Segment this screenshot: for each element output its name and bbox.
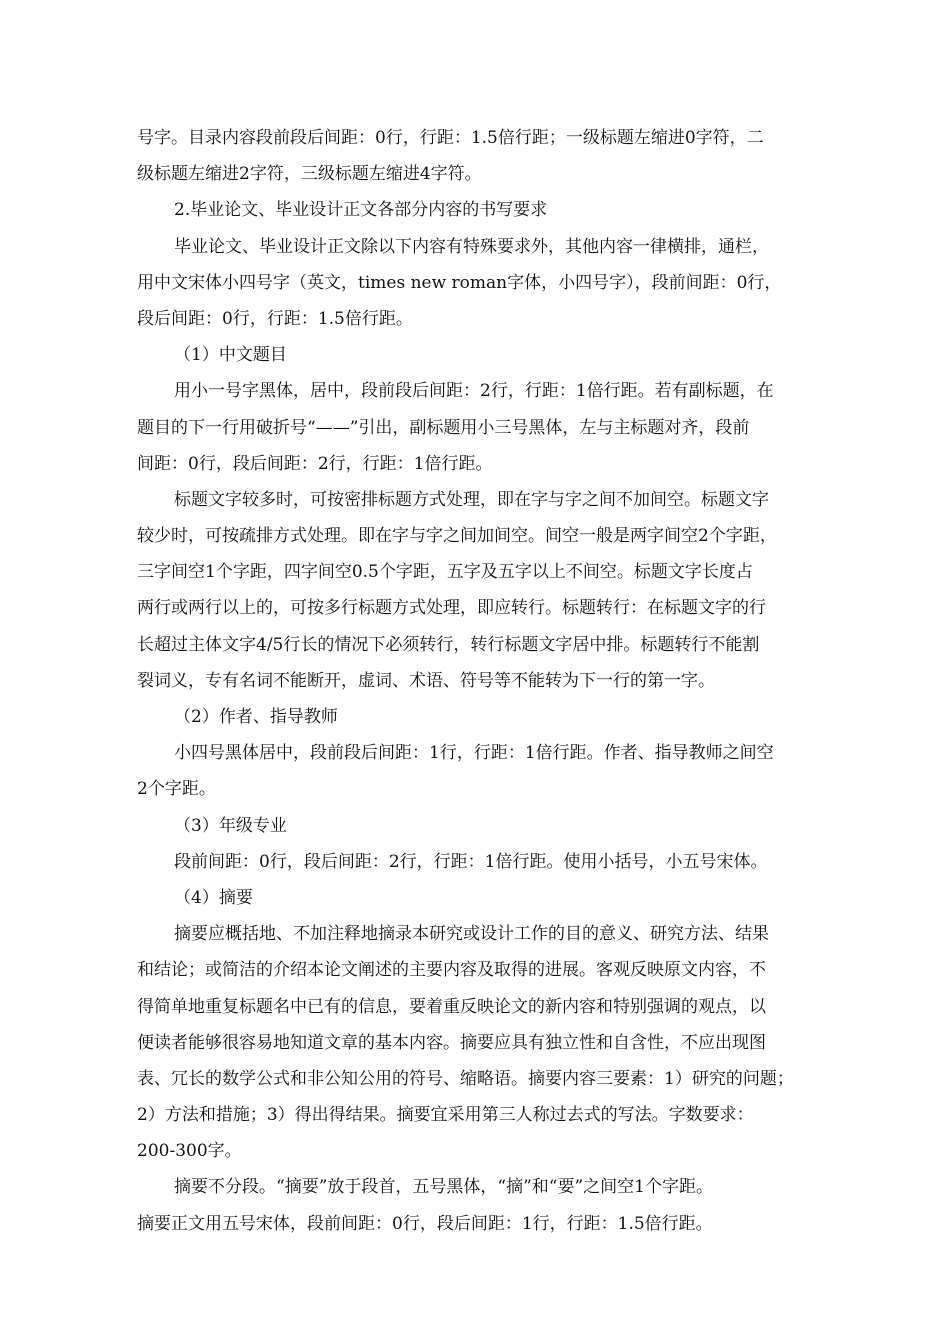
text-line: 两行或两行以上的，可按多行标题方式处理，即应转行。标题转行：在标题文字的行: [137, 598, 766, 619]
text-line: 200-300字。: [137, 1141, 242, 1162]
text-line: 得简单地重复标题名中已有的信息，要着重反映论文的新内容和特别强调的观点，以: [137, 996, 766, 1017]
text-line: 便读者能够很容易地知道文章的基本内容。摘要应具有独立性和自含性，不应出现图: [137, 1032, 766, 1053]
text-line: （3）年级专业: [174, 815, 287, 836]
text-line: 用小一号字黑体，居中，段前段后间距：2行，行距：1倍行距。若有副标题，在: [174, 381, 774, 402]
document-body: [137, 120, 857, 1242]
text-line: 裂词义，专有名词不能断开，虚词、术语、符号等不能转为下一行的第一字。: [137, 670, 715, 691]
text-line: 较少时，可按疏排方式处理。即在字与字之间加间空。间空一般是两字间空2个字距，: [137, 526, 777, 547]
text-line: 三字间空1个字距，四字间空0.5个字距，五字及五字以上不间空。标题文字长度占: [137, 562, 753, 583]
text-line: 长超过主体文字4/5行长的情况下必须转行，转行标题文字居中排。标题转行不能割: [137, 634, 760, 655]
text-line: 毕业论文、毕业设计正文除以下内容有特殊要求外，其他内容一律横排，通栏，: [174, 236, 769, 257]
text-line: 和结论；或简洁的介绍本论文阐述的主要内容及取得的进展。客观反映原文内容，不: [137, 960, 766, 981]
text-line: 号字。目录内容段前段后间距：0行，行距：1.5倍行距；一级标题左缩进0字符，二: [137, 128, 764, 148]
text-line: 标题文字较多时，可按密排标题方式处理，即在字与字之间不加间空。标题文字: [174, 489, 769, 510]
text-line: 用中文宋体小四号字（英文，times new roman字体，小四号字），段前间距：0行，: [137, 272, 782, 293]
text-line: 摘要应概括地、不加注释地摘录本研究或设计工作的目的意义、研究方法、结果: [174, 924, 769, 945]
text-line: （4）摘要: [174, 887, 253, 908]
text-line: 摘要不分段。“摘要”放于段首，五号黑体，“摘”和“要”之间空1个字距。: [174, 1177, 713, 1198]
text-line: 小四号黑体居中，段前段后间距：1行，行距：1倍行距。作者、指导教师之间空: [174, 743, 774, 764]
text-line: （1）中文题目: [174, 345, 287, 366]
text-line: 题目的下一行用破折号“——”引出，副标题用小三号黑体，左与主标题对齐，段前: [137, 417, 750, 438]
text-line: 表、冗长的数学公式和非公知公用的符号、缩略语。摘要内容三要素：1）研究的问题；: [137, 1068, 794, 1089]
text-line: 2.毕业论文、毕业设计正文各部分内容的书写要求: [174, 200, 548, 221]
text-line: 摘要正文用五号宋体，段前间距：0行，段后间距：1行，行距：1.5倍行距。: [137, 1213, 713, 1234]
text-line: 间距：0行，段后间距：2行，行距：1倍行距。: [137, 453, 493, 474]
text-line: 段后间距：0行，行距：1.5倍行距。: [137, 308, 413, 329]
text-line: （2）作者、指导教师: [174, 707, 338, 727]
text-line: 2）方法和措施；3）得出得结果。摘要宜采用第三人称过去式的写法。字数要求：: [137, 1105, 754, 1126]
text-line: 级标题左缩进2字符，三级标题左缩进4字符。: [137, 164, 482, 185]
text-line: 2个字距。: [137, 779, 216, 800]
text-line: 段前间距：0行，段后间距：2行，行距：1倍行距。使用小括号，小五号宋体。: [174, 851, 768, 872]
